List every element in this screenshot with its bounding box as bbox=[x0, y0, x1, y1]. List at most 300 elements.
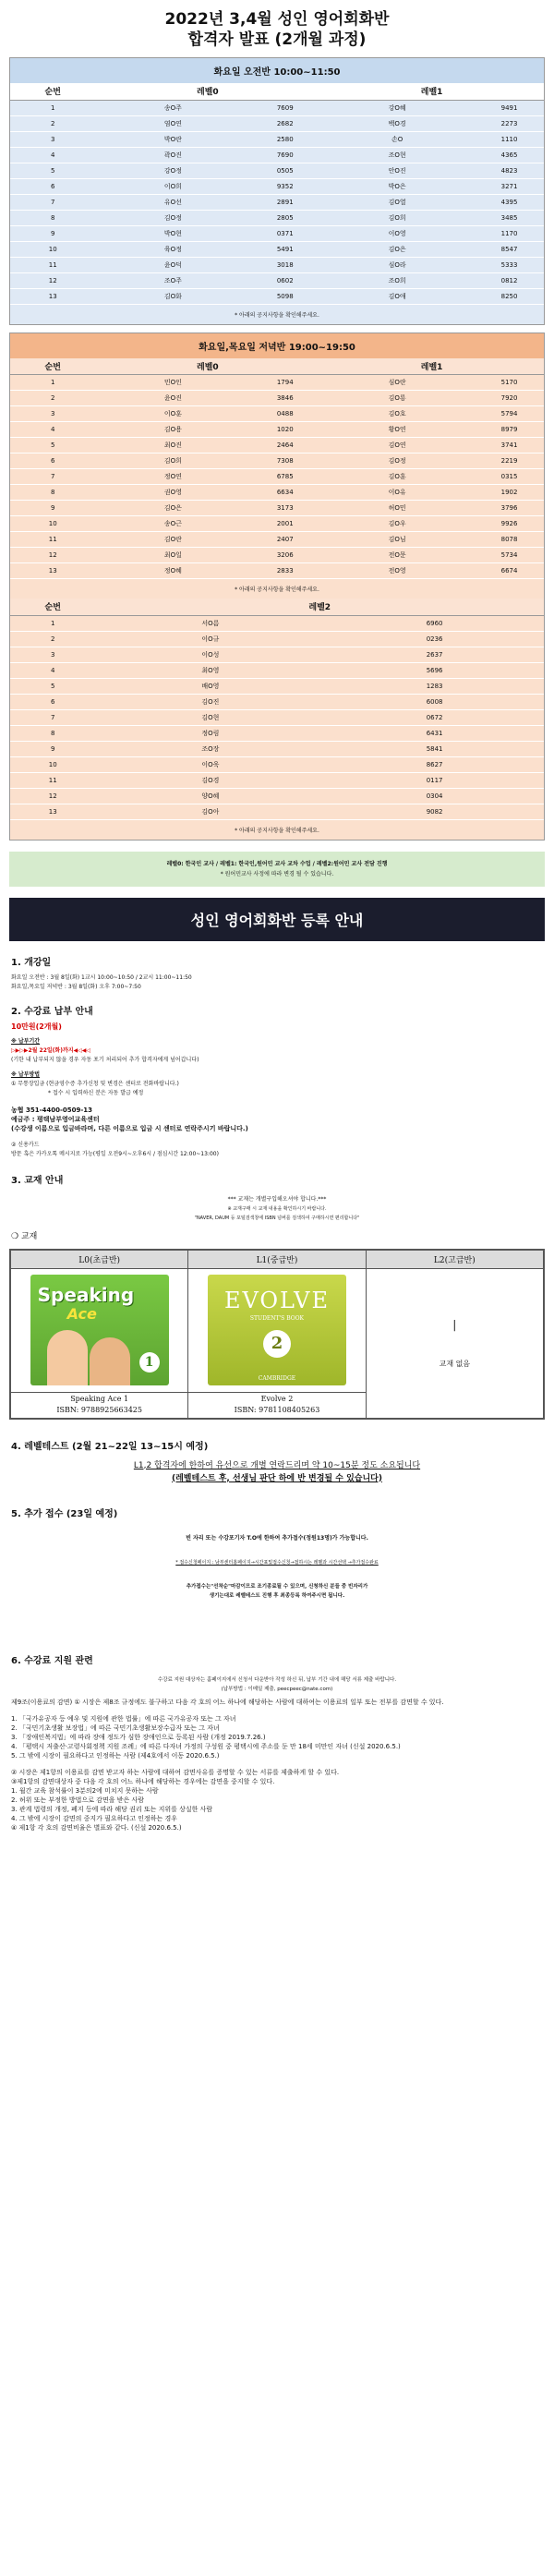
phone-cell: 5333 bbox=[469, 257, 544, 272]
phone-cell: 0371 bbox=[245, 225, 319, 241]
name-cell: 김O열 bbox=[319, 194, 469, 210]
phone-cell: 1283 bbox=[319, 678, 544, 694]
name-cell: 이O욱 bbox=[95, 756, 319, 772]
name-cell: 김O현 bbox=[95, 709, 319, 725]
cover-title: EVOLVE bbox=[223, 1288, 330, 1313]
phone-cell: 8547 bbox=[469, 241, 544, 257]
name-cell: 권O영 bbox=[95, 485, 245, 501]
name-cell: 김O정 bbox=[95, 210, 245, 225]
row-index: 8 bbox=[10, 485, 95, 501]
phone-cell: 2219 bbox=[469, 454, 544, 469]
regulation-text: ② 시장은 제1항의 이용료를 감면 받고자 하는 사람에 대하여 감면사유를 증명할 수 있는 서류를 제출하게 할 수 있다. bbox=[11, 1768, 340, 1776]
list-item: 4. 그 밖에 시장이 감면의 중지가 필요하다고 인정하는 경우 bbox=[11, 1814, 178, 1822]
phone-cell: 4365 bbox=[469, 147, 544, 163]
table-row bbox=[10, 756, 544, 772]
phone-cell: 9926 bbox=[469, 516, 544, 532]
evening-section bbox=[9, 333, 545, 841]
table-row bbox=[10, 375, 544, 391]
table-row bbox=[10, 422, 544, 438]
table-row bbox=[10, 438, 544, 454]
col-header: 순번 bbox=[10, 599, 95, 615]
row-index: 11 bbox=[10, 532, 95, 548]
table-row bbox=[10, 100, 544, 115]
phone-cell: 6674 bbox=[469, 563, 544, 579]
row-index: 7 bbox=[10, 469, 95, 485]
table-row bbox=[10, 194, 544, 210]
phone-cell: 5734 bbox=[469, 548, 544, 563]
bank-note: (수강생 이름으로 입금바라며, 다른 이름으로 입금 시 센터로 연락주시기 바랍니다.) bbox=[11, 1124, 248, 1132]
phone-cell: 3018 bbox=[245, 257, 319, 272]
name-cell: 김O경 bbox=[95, 772, 319, 788]
name-cell: 최O일 bbox=[95, 548, 245, 563]
speaking-ace-cover-image bbox=[30, 1275, 169, 1385]
name-cell: 서O름 bbox=[95, 615, 319, 631]
level-legend bbox=[9, 852, 545, 887]
name-cell: 박O란 bbox=[95, 131, 245, 147]
phone-cell: 3796 bbox=[469, 501, 544, 516]
name-cell: 정O연 bbox=[95, 469, 245, 485]
phone-cell: 5696 bbox=[319, 662, 544, 678]
phone-cell: 2001 bbox=[245, 516, 319, 532]
support-info: 수강료 지원 대상자는 홈페이지에서 신청서 다운받아 작성 하신 뒤, 납부 기간 내에 해당 서류 제출 바랍니다. bbox=[157, 1676, 397, 1683]
info-line: 화요일 오전반 : 3월 8일(화) 1교시 10:00~10:50 / 2교시 11:00~11:50 bbox=[11, 974, 192, 981]
name-cell: 김O룡 bbox=[319, 391, 469, 406]
textbook-note: "NAVER, DAUM 등 포털검색창에 ISBN 넘버를 검색하여 구매하시면 편리합니다" bbox=[194, 1215, 360, 1221]
name-cell: 김O은 bbox=[95, 501, 245, 516]
row-index: 3 bbox=[10, 647, 95, 662]
cover-publisher: CAMBRIDGE bbox=[258, 1375, 296, 1382]
name-cell: 김O은 bbox=[319, 241, 469, 257]
name-cell: 송O주 bbox=[95, 100, 245, 115]
legend-line: 레벨0: 한국인 교사 / 레벨1: 한국인,원어민 교사 교차 수업 / 레벨2:원어민 교사 전담 진행 bbox=[166, 860, 388, 867]
phone-cell: 8078 bbox=[469, 532, 544, 548]
table-row bbox=[10, 147, 544, 163]
phone-cell: 2580 bbox=[245, 131, 319, 147]
row-index: 6 bbox=[10, 454, 95, 469]
section-extra-registration bbox=[0, 1506, 554, 1601]
table-row bbox=[10, 469, 544, 485]
row-index: 1 bbox=[10, 100, 95, 115]
table-row bbox=[10, 709, 544, 725]
table-row bbox=[10, 678, 544, 694]
name-cell: 이O유 bbox=[319, 485, 469, 501]
table-row bbox=[10, 741, 544, 756]
table-row bbox=[10, 662, 544, 678]
col-header: 레벨2 bbox=[95, 599, 544, 615]
section-opening-day bbox=[0, 954, 554, 992]
row-index: 7 bbox=[10, 194, 95, 210]
section-heading: 4. 레벨테스트 (2월 21~22일 13~15시 예정) bbox=[11, 1441, 209, 1452]
name-cell: 이O훈 bbox=[95, 406, 245, 422]
list-item: 2. 「국민기초생활 보장법」에 따른 국민기초생활보장수급자 또는 그 자녀 bbox=[11, 1723, 220, 1732]
table-row bbox=[10, 163, 544, 178]
notice-text: * 아래의 공지사항을 확인해주세요. bbox=[10, 305, 544, 324]
table-row bbox=[10, 485, 544, 501]
row-index: 13 bbox=[10, 288, 95, 304]
name-cell: 최O진 bbox=[95, 438, 245, 454]
name-cell: 김O우 bbox=[319, 516, 469, 532]
table-row bbox=[10, 406, 544, 422]
method-line: ② 신용카드 bbox=[11, 1141, 40, 1148]
row-index: 13 bbox=[10, 804, 95, 819]
phone-cell: 9352 bbox=[245, 178, 319, 194]
name-cell: 송O근 bbox=[95, 516, 245, 532]
name-cell: 강O정 bbox=[95, 163, 245, 178]
phone-cell: 7920 bbox=[469, 391, 544, 406]
phone-cell: 2833 bbox=[245, 563, 319, 579]
phone-cell: 5794 bbox=[469, 406, 544, 422]
name-cell: 김O용 bbox=[95, 422, 245, 438]
cover-subtitle: Ace bbox=[66, 1305, 97, 1323]
list-item: 3. 「장애인복지법」에 따라 장애 정도가 심한 장애인으로 등록된 사람 (개정 2019.7.26.) bbox=[11, 1733, 266, 1741]
row-index: 7 bbox=[10, 709, 95, 725]
name-cell: 허O민 bbox=[319, 501, 469, 516]
name-cell: 조O장 bbox=[95, 741, 319, 756]
legend-line: * 원어민교사 사정에 따라 변경 될 수 있습니다. bbox=[220, 870, 334, 877]
phone-cell: 0236 bbox=[319, 631, 544, 647]
phone-cell: 2464 bbox=[245, 438, 319, 454]
table-row bbox=[10, 772, 544, 788]
book-title: Evolve 2 bbox=[260, 1395, 294, 1403]
col-header: L2(고급반) bbox=[366, 1250, 543, 1268]
col-header: 순번 bbox=[10, 358, 95, 375]
phone-cell: 0117 bbox=[319, 772, 544, 788]
textbook-note: *** 교재는 개별구입해오셔야 합니다.*** bbox=[227, 1195, 327, 1203]
notice-text: * 아래의 공지사항을 확인해주세요. bbox=[10, 579, 544, 599]
name-cell: 안O진 bbox=[319, 163, 469, 178]
row-index: 6 bbox=[10, 178, 95, 194]
name-cell: 손O bbox=[319, 131, 469, 147]
phone-cell: 3846 bbox=[245, 391, 319, 406]
textbook-label-text: 교재 bbox=[20, 1231, 38, 1241]
method-heading: ※ 납부방법 bbox=[11, 1070, 41, 1078]
phone-cell: 2891 bbox=[245, 194, 319, 210]
name-cell: 윤O덕 bbox=[95, 257, 245, 272]
phone-cell: 4395 bbox=[469, 194, 544, 210]
row-index: 11 bbox=[10, 772, 95, 788]
name-cell: 김O아 bbox=[95, 804, 319, 819]
section-textbook bbox=[0, 1172, 554, 1420]
list-item: 4. 「평택시 저출산·고령사회정책 지원 조례」에 따른 다자녀 가정의 구성원 중 평택시에 주소를 둔 만 18세 미만인 자녀 (신설 2020.6.5.) bbox=[11, 1742, 401, 1750]
name-cell: 최O영 bbox=[95, 662, 319, 678]
name-cell: 심O라 bbox=[319, 257, 469, 272]
name-cell: 배O영 bbox=[95, 678, 319, 694]
row-index: 12 bbox=[10, 788, 95, 804]
name-cell: 이O규 bbox=[95, 631, 319, 647]
evolve-cover-image bbox=[208, 1275, 346, 1385]
name-cell: 조O주 bbox=[95, 272, 245, 288]
extra-note: 생기는대로 레벨테스트 진행 후 최종등록 하여주시면 됩니다. bbox=[209, 1592, 345, 1599]
name-cell: 전O문 bbox=[319, 548, 469, 563]
child-figure bbox=[47, 1330, 88, 1385]
table-row bbox=[10, 454, 544, 469]
phone-cell: 8250 bbox=[469, 288, 544, 304]
section-heading: 3. 교재 안내 bbox=[11, 1175, 64, 1186]
account-holder: 예금주 : 평택남부영어교육센터 bbox=[11, 1115, 100, 1123]
table-row bbox=[10, 694, 544, 709]
phone-cell: 2682 bbox=[245, 115, 319, 131]
section-fee bbox=[0, 1003, 554, 1159]
section-heading: 1. 개강일 bbox=[11, 957, 52, 968]
name-cell: 심O란 bbox=[319, 375, 469, 391]
row-index: 5 bbox=[10, 163, 95, 178]
deadline-text: ▷▶▷▶2월 22일(화)까지◀◁◀◁ bbox=[11, 1046, 90, 1054]
circle-bullet-icon: ❍ bbox=[11, 1231, 19, 1241]
name-cell: 염O연 bbox=[95, 115, 245, 131]
table-row bbox=[10, 272, 544, 288]
phone-cell: 0812 bbox=[469, 272, 544, 288]
table-header-row bbox=[10, 358, 544, 375]
row-index: 2 bbox=[10, 115, 95, 131]
phone-cell: 3173 bbox=[245, 501, 319, 516]
name-cell: 황O연 bbox=[319, 422, 469, 438]
method-line: * 접수 시 입력하신 분은 자동 발급 예정 bbox=[48, 1089, 144, 1096]
col-header: 레벨0 bbox=[95, 83, 319, 100]
table-row bbox=[10, 257, 544, 272]
info-line: 화요일,목요일 저녁반 : 3월 8일(화) 오후 7:00~7:50 bbox=[11, 983, 141, 990]
method-line: 방문 혹은 카카오톡 메시지로 가능(평일 오전9시~오후6시 / 점심시간 12:00~13:00) bbox=[11, 1150, 219, 1157]
fee-amount: 10만원(2개월) bbox=[11, 1022, 62, 1031]
table-row bbox=[10, 532, 544, 548]
table-row bbox=[10, 788, 544, 804]
name-cell: 김O애 bbox=[319, 288, 469, 304]
phone-cell: 6634 bbox=[245, 485, 319, 501]
row-index: 8 bbox=[10, 210, 95, 225]
phone-cell: 7690 bbox=[245, 147, 319, 163]
name-cell: 김O희 bbox=[319, 210, 469, 225]
col-header: 레벨1 bbox=[319, 358, 544, 375]
textbook-table: L0(초급반) L1(중급반) L2(고급반) Speaking Ace 1 EVOLVE STUDENT'S BOOK 2 CAMBRIDGE | 교재 없음 Speaking Ace 1 ISBN: 9788925663425 Evolve 2 ISBN: 9781108405263 bbox=[9, 1249, 545, 1420]
name-cell: 정O림 bbox=[95, 725, 319, 741]
phone-cell: 7609 bbox=[245, 100, 319, 115]
support-email: (납부방법 : 이메일 제출, peecpeec@nate.com) bbox=[221, 1686, 333, 1692]
phone-cell: 8979 bbox=[469, 422, 544, 438]
row-index: 1 bbox=[10, 375, 95, 391]
cover-subtitle: STUDENT'S BOOK bbox=[249, 1315, 305, 1322]
level-test-info: L1,2 합격자에 한하여 유선으로 개별 연락드리며 약 10~15분 정도 소요됩니다 bbox=[133, 1460, 421, 1470]
method-line: ① 무통장입금 (현금영수증 추가신청 및 변경은 센터로 전화바랍니다.) bbox=[11, 1080, 179, 1087]
name-cell: 박O은 bbox=[319, 178, 469, 194]
table-row bbox=[10, 804, 544, 819]
phone-cell: 9082 bbox=[319, 804, 544, 819]
phone-cell: 1110 bbox=[469, 131, 544, 147]
list-item: 1. 월간 교육 참석률이 3분의2에 미치지 못하는 사람 bbox=[11, 1786, 159, 1795]
row-index: 6 bbox=[10, 694, 95, 709]
phone-cell: 5170 bbox=[469, 375, 544, 391]
cover-title: Speaking bbox=[37, 1284, 135, 1306]
name-cell: 곽O진 bbox=[95, 147, 245, 163]
row-index: 5 bbox=[10, 678, 95, 694]
name-cell: 강O혜 bbox=[319, 100, 469, 115]
name-cell: 김O연 bbox=[319, 438, 469, 454]
name-cell: 김O훈 bbox=[319, 469, 469, 485]
phone-cell: 5491 bbox=[245, 241, 319, 257]
name-cell: 백O경 bbox=[319, 115, 469, 131]
extra-info: 빈 자리 또는 수강포기자 T.O에 한하여 추가접수(정원13명)가 가능합니다. bbox=[186, 1534, 368, 1542]
level2-table bbox=[10, 599, 544, 820]
phone-cell: 3485 bbox=[469, 210, 544, 225]
name-cell: 김O진 bbox=[95, 694, 319, 709]
level-test-note: (레벨테스트 후, 선생님 판단 하에 반 변경될 수 있습니다) bbox=[172, 1473, 382, 1483]
name-cell: 육O정 bbox=[95, 241, 245, 257]
table-row bbox=[10, 391, 544, 406]
phone-cell: 2407 bbox=[245, 532, 319, 548]
table-row bbox=[10, 725, 544, 741]
textbook-label bbox=[11, 1232, 543, 1241]
row-index: 1 bbox=[10, 615, 95, 631]
name-cell: 김O화 bbox=[95, 288, 245, 304]
list-item: ④ 제1항 각 호의 감면비율은 별표와 같다. (신설 2020.6.5.) bbox=[11, 1823, 182, 1832]
bank-account: 농협 351-4400-0509-13 bbox=[11, 1106, 92, 1114]
cover-level: 1 bbox=[139, 1352, 160, 1373]
section-heading: 5. 추가 접수 (23일 예정) bbox=[11, 1508, 118, 1519]
col-header: 순번 bbox=[10, 83, 95, 100]
table-header-row bbox=[10, 83, 544, 100]
phone-cell: 0304 bbox=[319, 788, 544, 804]
phone-cell: 1020 bbox=[245, 422, 319, 438]
phone-cell: 3741 bbox=[469, 438, 544, 454]
section-heading: 2. 수강료 납부 안내 bbox=[11, 1006, 93, 1017]
name-cell: 김O호 bbox=[319, 406, 469, 422]
row-index: 9 bbox=[10, 225, 95, 241]
row-index: 10 bbox=[10, 241, 95, 257]
phone-cell: 6008 bbox=[319, 694, 544, 709]
book-isbn: ISBN: 9781108405263 bbox=[234, 1406, 320, 1414]
row-index: 11 bbox=[10, 257, 95, 272]
table-row bbox=[10, 548, 544, 563]
name-cell: 김O정 bbox=[319, 454, 469, 469]
name-cell: 조O희 bbox=[319, 272, 469, 288]
phone-cell: 2273 bbox=[469, 115, 544, 131]
no-textbook: 교재 없음 bbox=[439, 1359, 471, 1368]
col-header: 레벨1 bbox=[319, 83, 544, 100]
table-row bbox=[10, 115, 544, 131]
title-line-2: 합격자 발표 (2개월 과정) bbox=[187, 30, 367, 49]
name-cell: 정O혜 bbox=[95, 563, 245, 579]
row-index: 10 bbox=[10, 516, 95, 532]
table-row bbox=[10, 210, 544, 225]
phone-cell: 8627 bbox=[319, 756, 544, 772]
row-index: 3 bbox=[10, 131, 95, 147]
section-fee-support bbox=[0, 1652, 554, 1832]
name-cell: 박O현 bbox=[95, 225, 245, 241]
phone-cell: 6960 bbox=[319, 615, 544, 631]
phone-cell: 0672 bbox=[319, 709, 544, 725]
table-row bbox=[10, 241, 544, 257]
phone-cell: 5841 bbox=[319, 741, 544, 756]
title-line-1: 2022년 3,4월 성인 영어회화반 bbox=[164, 10, 390, 29]
phone-cell: 2805 bbox=[245, 210, 319, 225]
row-index: 9 bbox=[10, 741, 95, 756]
row-index: 10 bbox=[10, 756, 95, 772]
phone-cell: 1902 bbox=[469, 485, 544, 501]
results-table bbox=[10, 358, 544, 580]
phone-cell: 4823 bbox=[469, 163, 544, 178]
section-level-test bbox=[0, 1438, 554, 1483]
row-index: 4 bbox=[10, 662, 95, 678]
phone-cell: 0315 bbox=[469, 469, 544, 485]
list-item: 1. 「국가유공자 등 예우 및 지원에 관한 법률」에 따른 국가유공자 또는 그 자녀 bbox=[11, 1714, 236, 1723]
phone-cell: 0602 bbox=[245, 272, 319, 288]
phone-cell: 5098 bbox=[245, 288, 319, 304]
name-cell: 김O희 bbox=[95, 454, 245, 469]
name-cell: 전O영 bbox=[319, 563, 469, 579]
name-cell: 양O혜 bbox=[95, 788, 319, 804]
name-cell: 윤O진 bbox=[95, 391, 245, 406]
period-heading: ※ 납부기간 bbox=[11, 1037, 41, 1045]
regulation-text: 제9조(이용료의 감면) ① 시장은 제8조 규정에도 불구하고 다음 각 호의 어느 하나에 해당하는 사람에 대하여는 이용료의 일부 또는 전부를 감면할 수 있다. bbox=[11, 1698, 444, 1706]
row-index: 2 bbox=[10, 391, 95, 406]
row-index: 2 bbox=[10, 631, 95, 647]
phone-cell: 1794 bbox=[245, 375, 319, 391]
row-index: 8 bbox=[10, 725, 95, 741]
row-index: 13 bbox=[10, 563, 95, 579]
name-cell: 유O선 bbox=[95, 194, 245, 210]
tuesday-morning-section bbox=[9, 57, 545, 325]
textbook-note: ※ 교재구매 시 교재 내용을 확인하시기 바랍니다. bbox=[227, 1205, 327, 1212]
extra-note: 추가접수는"선착순"마감이므로 조기종료될 수 있으며, 신청하신 분들 중 빈자리가 bbox=[186, 1583, 368, 1590]
table-row bbox=[10, 501, 544, 516]
book-title: Speaking Ace 1 bbox=[70, 1395, 129, 1403]
results-table bbox=[10, 83, 544, 305]
deadline-note: (기한 내 납부되지 않을 경우 자동 포기 처리되어 추가 합격자에게 넘어갑니다) bbox=[11, 1056, 199, 1063]
table-row bbox=[10, 516, 544, 532]
name-cell: 민O인 bbox=[95, 375, 245, 391]
col-header: L1(중급반) bbox=[188, 1250, 366, 1268]
section-header: 화요일,목요일 저녁반 19:00~19:50 bbox=[10, 333, 544, 358]
table-row bbox=[10, 631, 544, 647]
registration-title: 성인 영어회화반 등록 안내 bbox=[9, 898, 545, 941]
cover-level: 2 bbox=[263, 1330, 291, 1358]
regulation-text: ③제1항의 감면대상자 중 다음 각 호의 어느 하나에 해당하는 경우에는 감면을 중지할 수 있다. bbox=[11, 1777, 275, 1785]
phone-cell: 3206 bbox=[245, 548, 319, 563]
row-index: 9 bbox=[10, 501, 95, 516]
row-index: 4 bbox=[10, 422, 95, 438]
page-title bbox=[0, 0, 554, 50]
row-index: 4 bbox=[10, 147, 95, 163]
section-header: 화요일 오전반 10:00~11:50 bbox=[10, 58, 544, 83]
name-cell: 이O희 bbox=[95, 178, 245, 194]
row-index: 5 bbox=[10, 438, 95, 454]
section-heading: 6. 수강료 지원 관련 bbox=[11, 1655, 93, 1666]
list-item: 2. 허위 또는 부정한 방법으로 감면을 받은 사람 bbox=[11, 1796, 144, 1804]
phone-cell: 1170 bbox=[469, 225, 544, 241]
table-row bbox=[10, 647, 544, 662]
table-row bbox=[10, 288, 544, 304]
phone-cell: 9491 bbox=[469, 100, 544, 115]
list-item: 5. 그 밖에 시장이 필요하다고 인정하는 사람 (제4호에서 이동 2020.6.5.) bbox=[11, 1751, 220, 1760]
phone-cell: 3271 bbox=[469, 178, 544, 194]
col-header: L0(초급반) bbox=[11, 1250, 188, 1268]
table-row bbox=[10, 563, 544, 579]
phone-cell: 0505 bbox=[245, 163, 319, 178]
registration-path-link[interactable]: * 접수신청페이지 : 남부센터홈페이지→시간표및접수신청→접하시는 레벨과 시간선택 →추가접수완료 bbox=[175, 1559, 379, 1566]
phone-cell: 6431 bbox=[319, 725, 544, 741]
name-cell: 조O현 bbox=[319, 147, 469, 163]
name-cell: 김O란 bbox=[95, 532, 245, 548]
phone-cell: 6785 bbox=[245, 469, 319, 485]
row-index: 3 bbox=[10, 406, 95, 422]
name-cell: 김O님 bbox=[319, 532, 469, 548]
phone-cell: 7308 bbox=[245, 454, 319, 469]
list-item: 3. 관계 법령의 개정, 폐지 등에 따라 해당 권리 또는 지위를 상실한 사람 bbox=[11, 1805, 213, 1813]
book-isbn: ISBN: 9788925663425 bbox=[56, 1406, 142, 1414]
name-cell: 이O영 bbox=[319, 225, 469, 241]
col-header: 레벨0 bbox=[95, 358, 319, 375]
table-row bbox=[10, 615, 544, 631]
table-row bbox=[10, 131, 544, 147]
phone-cell: 2637 bbox=[319, 647, 544, 662]
